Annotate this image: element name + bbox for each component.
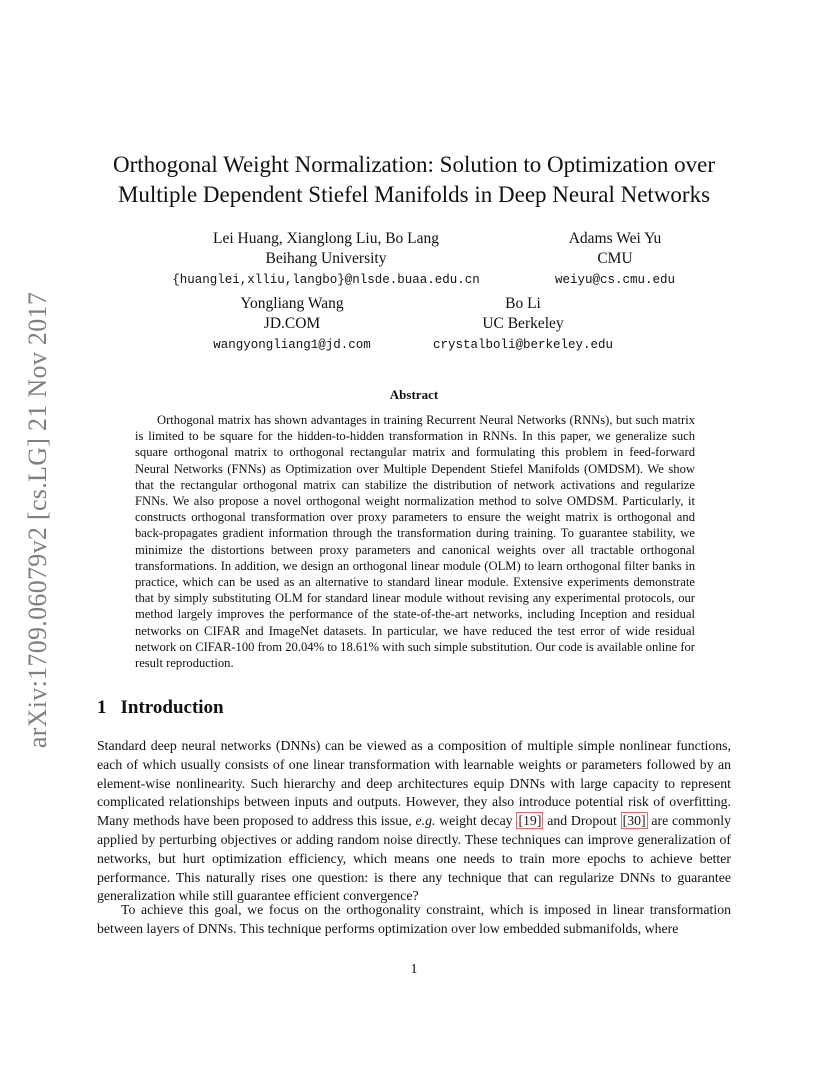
intro-text: are commonly applied by perturbing objectives or adding random noise directly. These techniques can improve generalization of networks, but hurt optimization efficiency, which means one needs to train more epochs to achieve better performance. This naturally rises one question: is there any technique that can regularize DNNs to guarantee generalization while still guarantee efficient convergence? (97, 813, 731, 904)
intro-text: weight decay (435, 813, 517, 829)
author-names: Bo Li (505, 295, 541, 312)
author-names: Lei Huang, Xianglong Liu, Bo Lang (213, 230, 439, 247)
author-email: {huanglei,xlliu,langbo}@nlsde.buaa.edu.cn (172, 273, 480, 287)
author-block-beihang (150, 229, 502, 290)
abstract-heading: Abstract (389, 387, 439, 402)
intro-text: and Dropout (543, 813, 621, 829)
title-line-2: Multiple Dependent Stiefel Manifolds in Deep Neural Networks (117, 182, 711, 207)
author-affiliation: JD.COM (263, 315, 321, 332)
author-block-berkeley (413, 294, 633, 355)
section-heading (97, 697, 224, 719)
intro-paragraph-1 (97, 737, 731, 906)
intro-eg: e.g. (415, 813, 436, 829)
arxiv-stamp-text: arXiv:1709.06079v2 [cs.LG] 21 Nov 2017 (23, 291, 53, 749)
author-block-jd (192, 294, 392, 355)
arxiv-stamp (20, 282, 56, 758)
citation-link[interactable]: [30] (622, 813, 646, 829)
abstract-text: Orthogonal matrix has shown advantages in training Recurrent Neural Networks (RNNs), but such matrix is limited to be square for the hidden-to-hidden transformation in RNNs. In this paper, we generalize such square orthogonal matrix to orthogonal rectangular matrix and formulating this problem in feed-forward Neural Networks (FNNs) as Optimization over Multiple Dependent Stiefel Manifolds (OMDSM). We show that the rectangular orthogonal matrix can stabilize the distribution of network activations and regularize FNNs. We also propose a novel orthogonal weight normalization method to solve OMDSM. Particularly, it constructs orthogonal transformation over proxy parameters to ensure the weight matrix is orthogonal and back-propagates gradient information through the transformation during training. To guarantee stability, we minimize the distortions between proxy parameters and canonical weights over all tractable orthogonal transformations. In addition, we design an orthogonal linear module (OLM) to learn orthogonal filter banks in practice, which can be used as an alternative to standard linear module. Extensive experiments demonstrate that by simply substituting OLM for standard linear module without revising any experimental protocols, our method largely improves the performance of the state-of-the-art networks, including Inception and residual networks on CIFAR and ImageNet datasets. In particular, we have reduced the test error of wide residual network on CIFAR-100 from 20.04% to 18.61% with such simple substitution. Our code is available online for result reproduction. (135, 413, 695, 671)
intro-paragraph-2: To achieve this goal, we focus on the orthogonality constraint, which is imposed in linear transformation between layers of DNNs. This technique performs optimization over low embedded submanifolds, where (97, 902, 731, 936)
author-email: crystalboli@berkeley.edu (432, 338, 614, 352)
section-title: Introduction (120, 697, 224, 718)
intro-text: Standard deep neural networks (DNNs) can be viewed as a composition of multiple simple nonlinear functions, each of which usually consists of one linear transformation with learnable weights or parameters followed by an element-wise nonlinearity. Such hierarchy and deep architectures equip DNNs with large capacity to represent complicated relationships between inputs and outputs. However, they also introduce potential risk of overfitting. Many methods have been proposed to address this issue, (97, 738, 731, 829)
section-number: 1 (97, 697, 107, 718)
author-email: weiyu@cs.cmu.edu (554, 273, 676, 287)
paper-title (96, 150, 732, 210)
author-names: Adams Wei Yu (568, 230, 662, 247)
author-affiliation: CMU (597, 250, 633, 267)
author-email: wangyongliang1@jd.com (213, 338, 371, 352)
author-affiliation: UC Berkeley (482, 315, 564, 332)
author-affiliation: Beihang University (265, 250, 387, 267)
author-names: Yongliang Wang (240, 295, 344, 312)
author-block-cmu (515, 229, 715, 290)
page-number: 1 (410, 962, 418, 977)
title-line-1: Orthogonal Weight Normalization: Solution to Optimization over (112, 152, 716, 177)
citation-link[interactable]: [19] (518, 813, 542, 829)
